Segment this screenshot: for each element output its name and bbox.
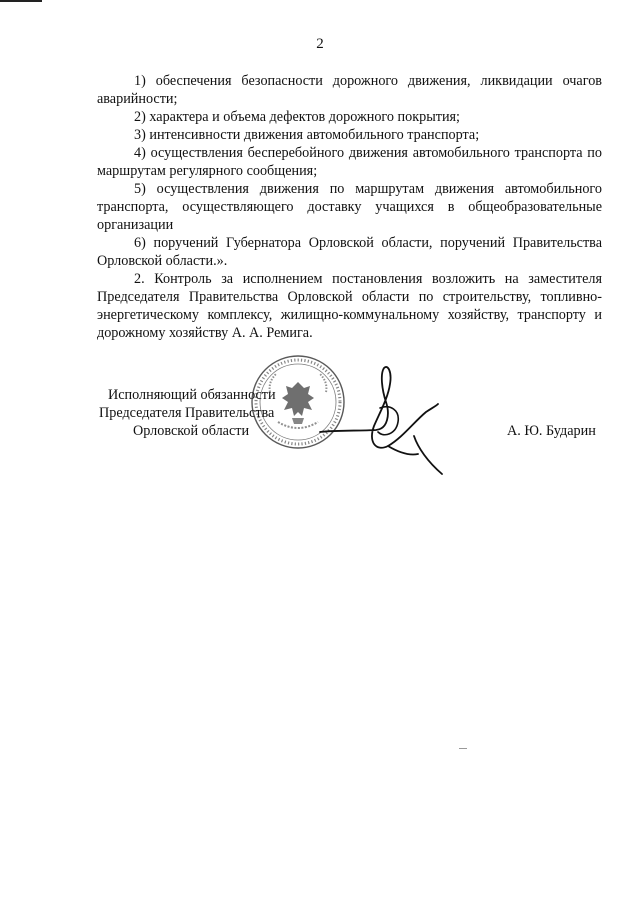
page-number: 2 [316, 36, 324, 52]
list-item-2: 2) характера и объема дефектов дорожного покрытия; [134, 109, 460, 125]
control-clause: 2. Контроль за исполнением постановления возложить на заместителя Председателя Правительства Орловской области по строительству, топливно-энергетическому комплексу, жилищно-коммунальному хозяйству, транспорту и дорожному хозяйству А. А. Ремига. [97, 271, 602, 341]
list-item-6: 6) поручений Губернатора Орловской области, поручений Правительства Орловской области.». [97, 235, 602, 269]
handwritten-signature-icon [318, 364, 458, 476]
list-item-4: 4) осуществления бесперебойного движения автомобильного транспорта по маршрутам регулярного сообщения; [97, 145, 602, 179]
signer-name: А. Ю. Бударин [507, 423, 596, 439]
list-item-5: 5) осуществления движения по маршрутам движения автомобильного транспорта, осуществляющего доставку учащихся в общеобразовательные организации [97, 181, 602, 233]
list-item-1: 1) обеспечения безопасности дорожного движения, ликвидации очагов аварийности; [97, 73, 602, 107]
signer-position-line-2: Председателя Правительства [99, 405, 275, 421]
scan-corner-mark [0, 0, 42, 2]
scan-artifact [459, 748, 467, 749]
signer-position-line-3: Орловской области [133, 423, 250, 439]
signer-position-line-1: Исполняющий обязанности [108, 387, 276, 403]
document-body [97, 72, 602, 342]
list-item-3: 3) интенсивности движения автомобильного транспорта; [134, 127, 480, 143]
